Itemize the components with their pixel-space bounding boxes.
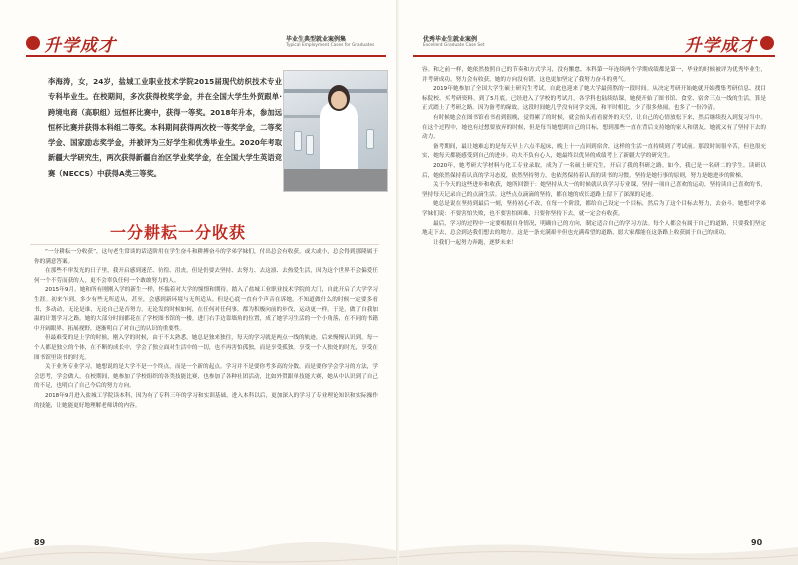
paragraph: 2020年，她考研大学材料与化工专业录取，成为了一名硕士研究生，开启了我的科研之路。如今，我已是一名研二的学生。读研以后，她依然保持着认真的学习态度，依然坚持努力，也依然保持着认真的读书的习惯。坚持是她行事的原则，努力是她进步的阶梯。 bbox=[422, 162, 766, 179]
paragraph: 2018年9月进入盐城工学院读本科，因为有了专科三年的学习和实训基础，进入本科以后，更加深入的学习了专业理论知识和实际操作的技能，让她能更好地理解老师讲的内容。 bbox=[34, 392, 378, 409]
brand-logo bbox=[684, 31, 774, 56]
paragraph: “一分耕耘一分收获”，这句老生常谈的话适阶用在学生奋斗和耕搏奋斗的学弟学妹们，付出总会有收获，或大或小，总会得到那隆属于你的满意答案。 bbox=[34, 249, 378, 265]
paragraph: 有时候她会在图书馆看书看到很晚，觉得累了的时候，就会抬头看看窗外的天空，让自己的心情放松下来，然后继续投入到复习当中。在这个过程中，她也有过想要放弃的时候，但是每当她想到自己的目标，想到那些一直在背后支持她的家人和朋友，她就又有了坚持下去的动力。 bbox=[422, 114, 766, 141]
book-title-block bbox=[423, 37, 484, 49]
page-number-left: 89 bbox=[34, 538, 46, 547]
paragraph: 在那些不审发光的日子里，我开启感到迷茫、彷徨、沮丧，但是仍要去坚持、去努力、去这凛、去热爱生活，因为这个世界不会偏爱任何一个不劳而获的人，更不会辜负任何一个敢敢努力的人。 bbox=[34, 268, 378, 284]
page-number-right: 90 bbox=[751, 538, 763, 547]
brand-title: 升学成才 bbox=[684, 35, 757, 56]
paragraph: 让我们一起努力奔跑，逐梦未来！ bbox=[433, 239, 517, 246]
student-profile: 李海涛，女，24岁，盐城工业职业技术学院2015届现代纺织技术专业专科毕业生。在校期间，多次获得校奖学金，并在全国大学生外贸跟单·跨境电商（高职组）远恒杯比赛中，获得一等奖。2018年升本，参加远恒杯比赛并获得本科组二等奖。本科期间获得两次校一等奖学金，二等奖学金、国家励志奖学金，并被评为三好学生和优秀毕业生。2020年考取新疆大学研究生，两次获得新疆自治区学业奖学金，在全国大学生英语竞赛（NECCS）中获得A类三等奖。 bbox=[48, 77, 282, 178]
brand-logo bbox=[26, 31, 116, 56]
book-title-cn: 毕业生典型就业案例集 bbox=[286, 36, 347, 44]
brand-dot-icon bbox=[26, 36, 40, 50]
book-title-en: Excellent Graduate Case Set bbox=[423, 42, 485, 48]
paragraph: 2019年她参加了全国大学生硕士研究生考试，自此也迎来了她大学最煎熬的一段时间。从决定考研开始她就开始搜集考研信息、找目标院校、买考研资料，到了5月底，已经进入了学校的考试月，各学科也陆续结课，她便开始了图书馆、食堂、宿舍三点一线的生活，算是正式踏上了考研之路。因为备考的缘故，这段时间她几乎没有同学交流，和平时相比，少了很多热闹，也多了一份冷清。 bbox=[422, 86, 766, 112]
left-article-body bbox=[34, 248, 378, 530]
left-header bbox=[26, 30, 374, 56]
student-photo bbox=[283, 70, 388, 192]
paragraph: 最后，学习的过程中一定要根据自身情况，明确自己的方向，制定适合自己的学习方法。每个人都会有属于自己的道路，只要我们坚定地走下去，总会到达我们想去的地方。这是一条充满艰辛但也充满希望的道路，愿大家都能在这条路上收获属于自己的成功。 bbox=[422, 220, 766, 237]
header-rule bbox=[26, 55, 386, 57]
article-headline: 一分耕耘一分收获 bbox=[110, 223, 247, 242]
brand-dot-icon bbox=[760, 36, 774, 50]
bottom-wave-decoration bbox=[0, 535, 399, 565]
paragraph: 2015年9月，她和所有刚刚入学的新生一样，怀揣着对大学的憧憬和期待，踏入了盐城工业职业技术学院的大门，自此开启了大学学习生涯。初来乍到，多少有些无所适从，甚至，会感到新环境与无所适从。但是心底一直有个声音在诉她，不知道做什么的时候一定要多看书，多动动，无论是谁，无论自己是否努力，无论发的时候如何，在任何对任何事，都为积极向前的步伐，运动更一样。于是，做了自我加温的计划学习之路。她的大部分时间都花在了学校图书馆的一楼。进门右手边靠墙角的位置，成了她学习生活的一个小角落，在不同的书籍中开阔眼界、拓展视野，逐渐明白了对自己的认识的重要性。 bbox=[34, 287, 378, 332]
book-title-cn: 优秀毕业生就业案例 bbox=[423, 36, 478, 44]
book-title-en: Typical Employment Cases for Graduates bbox=[286, 42, 375, 48]
paragraph: 但最难受的是上学的时候，刚入学的时候，由于不太熟悉，她总是独来独往，每天的学习就是两点一线的轨迹，后来慢慢认识到，每一个人都是独立的个体，在不断的成长中，学会了独立面对生活中的一切，也不再害怕孤独，而是享受孤独。享受一个人独处的时光，享受在图书馆里读书的时光。 bbox=[34, 335, 378, 361]
right-article-body bbox=[422, 66, 766, 531]
paragraph: 关于业务专业学习，她想说的是大学不是一个终点，而是一个新的起点。学习并不是要你考多高的分数，而是要你学会学习的方法，学会思考，学会做人。在校期间，她参加了学校组织的各类技能比赛，也参加了各种社团活动，比如外贸跟单技能大赛，她从中认识到了自己的不足，也明白了自己今后的努力方向。 bbox=[34, 364, 378, 390]
paragraph: 关于今天的这些进步和收获，她所回馈于：她坚持从大一的时候就认真学习专业课，坚持一项自己喜欢的运动，坚持读自己喜欢的书，坚持每天记录自己的点滴生活。这些点点滴滴的坚持，都在她的成长道路上留下了深深的足迹。 bbox=[422, 182, 766, 198]
headline-rule bbox=[30, 244, 379, 245]
right-header bbox=[423, 30, 774, 56]
paragraph: 备考期间，最让她难忘的是每天早上六点半起床，晚上十一点回到宿舍，这样的生活一直持续到了考试前。那段时间很辛苦，但也很充实，她每天都能感受到自己的进步。功夫不负有心人，她最终以优异的成绩考上了新疆大学的研究生。 bbox=[422, 143, 766, 160]
book-title-block bbox=[286, 37, 374, 49]
brand-title: 升学成才 bbox=[44, 35, 116, 56]
paragraph: 她总是说在坚持到最后一刻，坚持初心不改，在每一个阶段，都给自己设定一个目标，然后为了这个目标去努力，去奋斗。她想对学弟学妹们说：不要害怕失败，也不要害怕困难，只要你坚持下去，就一定会有收获。 bbox=[422, 201, 766, 217]
paragraph: 容。和之前一样，她依然按照自己的节奏和方式学习，没有懈怠。本科第一年连续两个学期成绩都是第一，毕业的时候被评为优秀毕业生，并考研成功。努力会有收获，她的方向没有错，这也更加坚定了我努力奋斗的勇气。 bbox=[422, 67, 766, 83]
bottom-wave-decoration bbox=[399, 535, 798, 565]
header-rule bbox=[413, 55, 775, 57]
